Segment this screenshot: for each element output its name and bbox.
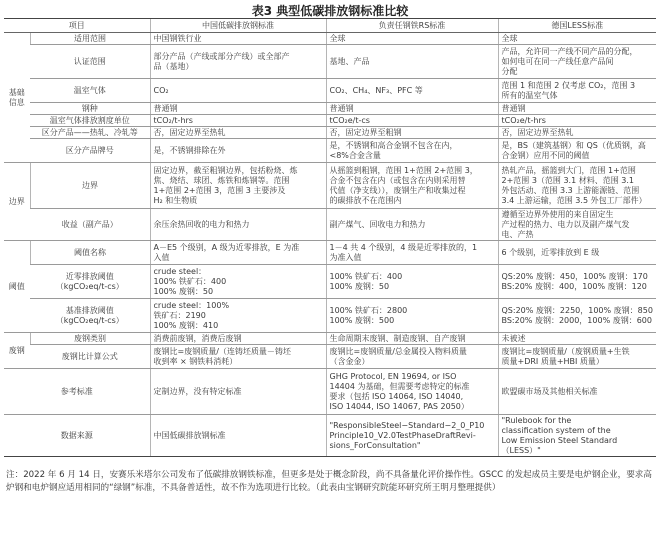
cell-less: 废钢比=废钢质量/（废钢质量+生铁 质量+DRI 质量+HBI 质量） <box>498 345 656 369</box>
row-item: 废钢类别 <box>30 333 150 345</box>
table-row <box>4 103 656 115</box>
row-item: 收益（副产品） <box>30 209 150 241</box>
cell-rs: "ResponsibleSteel−Standard−2_0_P10 Principle10_V2.0TestPhaseDraftRevi- sions_ForConsultation" <box>326 415 498 457</box>
header-category: 项目 <box>4 19 150 33</box>
cell-less: 范围 1 和范围 2 仅考虑 CO₂，范围 3 所有的温室气体 <box>498 79 656 103</box>
cell-rs: 100% 铁矿石：400 100% 废钢：50 <box>326 265 498 299</box>
cell-less: "Rulebook for the classification system of the Low Emission Steel Standard（LESS）" <box>498 415 656 457</box>
table-footnote: 注：2022 年 6 月 14 日，安赛乐米塔尔公司发布了低碳排放钢铁标准，但更多是处于概念阶段，尚不具备量化评价操作性。GSCC 的发起成员主要是电炉钢企业，要求高炉钢和电炉钢应适用相同的“绿钢”标准，不具备普适性，故不作为选项进行比较。（此表由宝钢研究院能环研究所王明月整理提供） <box>6 470 652 493</box>
row-item: 区分产品牌号 <box>30 139 150 163</box>
cell-rs: 基地、产品 <box>326 45 498 79</box>
cell-china: 否，固定边界至热轧 <box>150 127 326 139</box>
table-row <box>4 241 656 265</box>
row-item: 钢种 <box>30 103 150 115</box>
table-row <box>4 33 656 45</box>
cell-china: 中国钢铁行业 <box>150 33 326 45</box>
table-row <box>4 369 656 415</box>
cell-rs: tCO₂e/t-cs <box>326 115 498 127</box>
cell-china: 余压余热回收的电力和热力 <box>150 209 326 241</box>
table-row <box>4 139 656 163</box>
cell-less: 热轧产品，摇篮到大门，范围 1+范围 2+范围 3（范围 3.1 材料、范围 3.1 外包活动、范围 3.3 上游能源链、范围 3.4 上游运输，范围 3.5 外包工厂部件） <box>498 163 656 209</box>
cell-rs: 1－4 共 4 个级别，4 级是近零排放的，1 为准入值 <box>326 241 498 265</box>
cell-china: crude steel：100% 铁矿石：2190 100% 废钢：410 <box>150 299 326 333</box>
cell-less: 是，BS（建筑基钢）和 QS（优质钢，高 合金钢）应用不同的阈值 <box>498 139 656 163</box>
table-row <box>4 45 656 79</box>
row-item: 认证范围 <box>30 45 150 79</box>
table-row <box>4 345 656 369</box>
cell-china: A－E5 个级别，A 级为近零排放，E 为准 入值 <box>150 241 326 265</box>
row-item: 近零排放阈值 （kgCO₂eq/t-cs） <box>30 265 150 299</box>
cell-china: 固定边界，截至粗钢边界，包括粉烧、炼 焦、烧结、球团、炼铁和炼钢等。范围 1+范围 2+范围 3，范围 3 主要涉及 H₂ 和生物质 <box>150 163 326 209</box>
row-item: 参考标准 <box>4 369 150 415</box>
cell-rs: 普通钢 <box>326 103 498 115</box>
cell-less: tCO₂e/t-hrs <box>498 115 656 127</box>
cell-less: 6 个级别，近零排放到 E 级 <box>498 241 656 265</box>
row-item: 废钢比计算公式 <box>30 345 150 369</box>
cell-china: crude steel： 100% 铁矿石：400 100% 废钢：50 <box>150 265 326 299</box>
cell-china: 废钢比=废钢质量/（连铸坯质量－铸坯 收到率 × 钢铁料消耗） <box>150 345 326 369</box>
cell-china: CO₂ <box>150 79 326 103</box>
table-title: 表3 典型低碳排放钢标准比较 <box>251 4 409 18</box>
cell-china: 是，不锈钢排除在外 <box>150 139 326 163</box>
row-item: 基准排放阈值 （kgCO₂eq/t-cs） <box>30 299 150 333</box>
header-china: 中国低碳排放钢标准 <box>150 19 326 33</box>
header-rs: 负责任钢铁RS标准 <box>326 19 498 33</box>
row-item: 边界 <box>30 163 150 209</box>
cell-china: 部分产品（产线或部分产线）或全部产 品（基地） <box>150 45 326 79</box>
table-row <box>4 127 656 139</box>
table-row <box>4 415 656 457</box>
table-row <box>4 163 656 209</box>
row-item: 阈值名称 <box>30 241 150 265</box>
row-item: 适用范围 <box>30 33 150 45</box>
cell-rs: 否，固定边界至粗钢 <box>326 127 498 139</box>
comparison-table <box>4 18 656 457</box>
cell-china: tCO₂/t-hrs <box>150 115 326 127</box>
table-row <box>4 299 656 333</box>
category-threshold: 阈值 <box>4 241 30 333</box>
cell-china: 中国低碳排放钢标准 <box>150 415 326 457</box>
cell-less: QS:20% 废钢：450，100% 废钢：170 BS:20% 废钢：400，100% 废钢：120 <box>498 265 656 299</box>
cell-china: 消费前废钢，消费后废钢 <box>150 333 326 345</box>
category-basic-info: 基础 信息 <box>4 33 30 163</box>
cell-rs: 生命周期末废钢、制造废钢、自产废钢 <box>326 333 498 345</box>
cell-rs: 副产煤气、回收电力和热力 <box>326 209 498 241</box>
table-row <box>4 333 656 345</box>
cell-less: 产品，允许同一产线不同产品的分配， 如何电可在同一产线任意产品间 分配 <box>498 45 656 79</box>
cell-china: 定制边界，没有特定标准 <box>150 369 326 415</box>
table-header-row <box>4 19 656 33</box>
row-item: 温室气体 <box>30 79 150 103</box>
cell-rs: 100% 铁矿石：2800 100% 废钢：500 <box>326 299 498 333</box>
cell-less: 全球 <box>498 33 656 45</box>
cell-less: 遵循至边界外使用的来自固定生 产过程的热力、电力以及副产煤气发 电、产热 <box>498 209 656 241</box>
table-row <box>4 265 656 299</box>
cell-less: 未被述 <box>498 333 656 345</box>
cell-rs: CO₂、CH₄、NF₃、PFC 等 <box>326 79 498 103</box>
cell-less: 欧盟碳市场及其他相关标准 <box>498 369 656 415</box>
row-item: 区分产品——热轧、冷轧等 <box>30 127 150 139</box>
cell-less: 普通钢 <box>498 103 656 115</box>
cell-rs: 从摇篮到粗钢，范围 1+范围 2+范围 3， 合金不包含在内（或包含在内则采用替 代值（净支线）），废钢生产和收集过程 的碳排放不在范围内 <box>326 163 498 209</box>
cell-less: 否，固定边界至热轧 <box>498 127 656 139</box>
cell-china: 普通钢 <box>150 103 326 115</box>
table-row <box>4 115 656 127</box>
cell-rs: GHG Protocol, EN 19694, or ISO 14404 为基础，但需要考虑特定的标准 要求（包括 ISO 14064, ISO 14040, ISO 14044, ISO 14067, PAS 2050） <box>326 369 498 415</box>
category-scrap: 废钢 <box>4 333 30 369</box>
cell-rs: 是，不锈钢和高合金钢不包含在内， <8%合金含量 <box>326 139 498 163</box>
row-item: 温室气体排放割度单位 <box>30 115 150 127</box>
row-item: 数据来源 <box>4 415 150 457</box>
cell-rs: 全球 <box>326 33 498 45</box>
header-less: 德国LESS标准 <box>498 19 656 33</box>
table-row <box>4 209 656 241</box>
cell-rs: 废钢比=废钢质量/总金属投入物料质量 （含金金） <box>326 345 498 369</box>
cell-less: QS:20% 废钢：2250，100% 废钢：850 BS:20% 废钢：2000，100% 废钢：600 <box>498 299 656 333</box>
category-boundary: 边界 <box>4 163 30 241</box>
table-row <box>4 79 656 103</box>
